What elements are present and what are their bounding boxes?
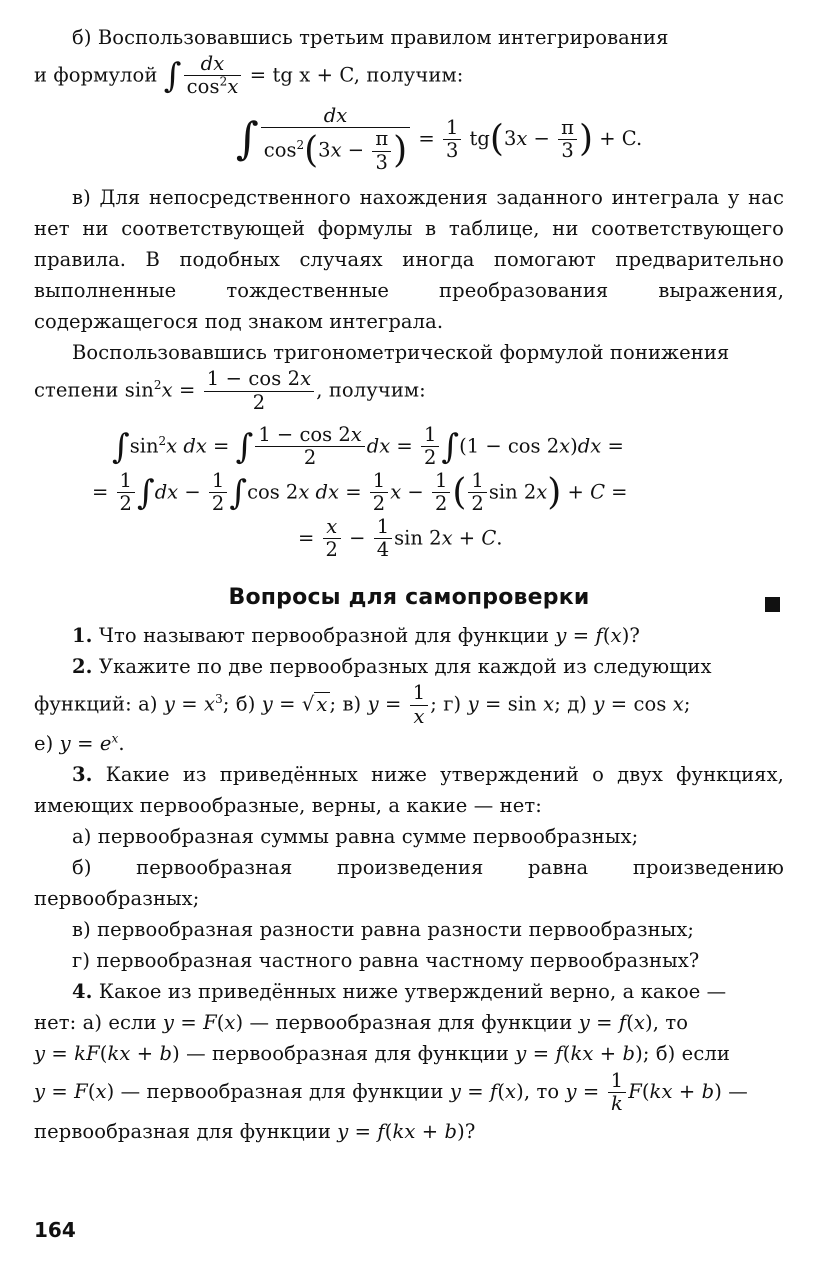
integral-sign: ∫ <box>163 55 182 96</box>
page-content <box>34 22 784 1147</box>
page-number: 164 <box>34 1218 76 1242</box>
part-v-paragraph: в) Для непосредственного нахождения заданного интеграла у нас нет ни соответствующей формулы в таблице, ни соответствующего правила. В подобных случаях иногда помогают предварительно выполненные тождественные преобразования выражения, содержащегося под знаком интеграла. <box>34 186 784 334</box>
part-b-intro: б) Воспользовавшись третьим правилом интегрирования <box>72 26 669 49</box>
part-v-power-formula: степени $\sin^2x$ = $\frac{1 - \cos 2x}{2}$ , получим: <box>34 367 426 414</box>
part-b-formula-line: и формулой ∫ $\frac{dx}{\cos^2x}$ = tg x + C, получим: <box>34 52 464 99</box>
section-title: Вопросы для самопроверки <box>228 585 590 611</box>
question-2-functions: функций: а) $y = x^3$; б) y = √ x ; в) y = $\frac{1}{x}$ ; г) y = sin x; д) y = cos x; <box>34 681 691 728</box>
question-4: 4. Какое из приведённых ниже утверждений верно, а какое — <box>72 980 727 1004</box>
equation-v: $\int\sin^2x$ dx = ∫ $\frac{1 - \cos 2x}{2}$ dx = $\frac{1}{2}$ ∫(1 − cos 2x)dx = = $\frac{1}{2}$ ∫dx − $\frac{1}{2}$ ∫cos 2x dx = $\frac{1}{2}$ x − $\frac{1}{2}$ ( $\frac{1}{2}$ sin 2x) + C = = $\frac{x}{2}$ − $\frac{1}{4}$ sin 2x + C. <box>92 422 628 562</box>
end-of-proof-square <box>765 597 780 612</box>
equation-b: ∫ dx $\cos^2(3x$ − $\frac{\pi}{3}$ ) = $\frac{1}{3}$ tg(3x − $\frac{\pi}{3}$ ) + C. <box>235 103 643 174</box>
question-4-line3: y = kF(kx + b) — первообразная для функции y = f(kx + b); б) если <box>34 1042 730 1066</box>
question-3-g: г) первообразная частного равна частному первообразных? <box>72 949 700 973</box>
question-3-a: а) первообразная суммы равна сумме первообразных; <box>72 825 639 849</box>
question-3-v: в) первообразная разности равна разности первообразных; <box>72 918 695 942</box>
question-3: 3. Какие из приведённых ниже утверждений о двух функциях, имеющих первообразные, верны, а какие — нет: <box>34 763 784 818</box>
question-4-line4: y = F(x) — первообразная для функции y = f(x), то y = $\frac{1}{k}$ F(kx + b) — <box>34 1068 748 1116</box>
question-2-functions-end: е) $y = e^x$. <box>34 731 125 756</box>
question-4-line2: нет: а) если y = F(x) — первообразная для функции y = f(x), то <box>34 1011 689 1035</box>
fraction: $\frac{dx}{\cos^2x}$ <box>184 53 242 99</box>
part-v-paragraph2: Воспользовавшись тригонометрической формулой понижения <box>72 341 730 365</box>
question-1: 1. Что называют первообразной для функции y = f(x)? <box>72 624 640 648</box>
question-4-line5: первообразная для функции y = f(kx + b)? <box>34 1119 476 1143</box>
question-2: 2. Укажите по две первообразных для каждой из следующих <box>72 655 712 679</box>
question-3-b: б) первообразная произведения равна произведению первообразных; <box>34 856 784 911</box>
